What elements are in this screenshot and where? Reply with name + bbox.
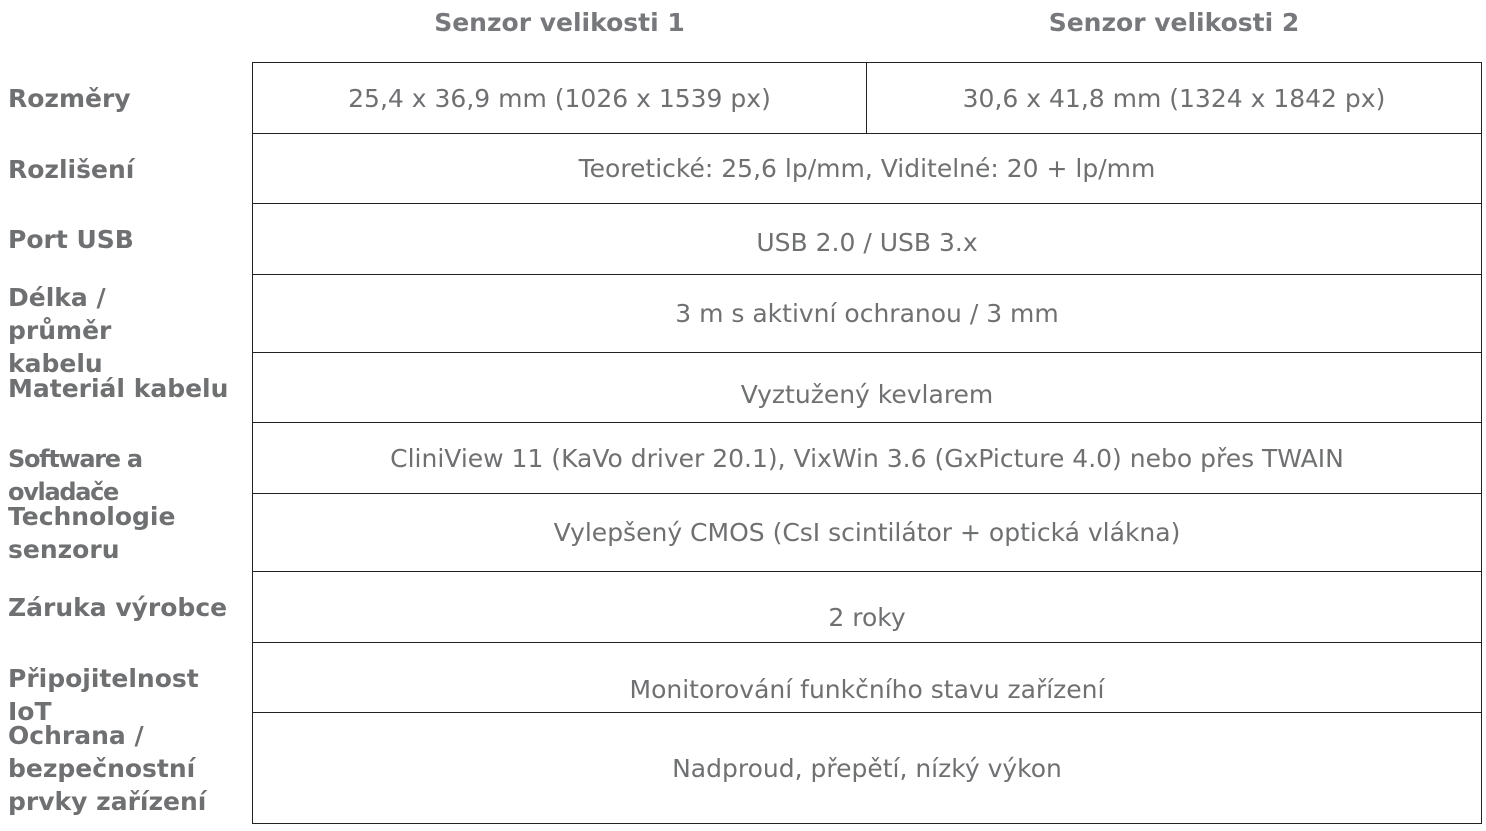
table-cell-dimensions-size-2: 30,6 x 41,8 mm (1324 x 1842 px) xyxy=(962,83,1386,113)
row-label-cable-length: Délka / průměr kabelu xyxy=(8,283,112,378)
table-row xyxy=(253,643,1481,713)
table-row xyxy=(253,353,1481,423)
table-cell-cable-material: Vyztužený kevlarem xyxy=(740,380,994,409)
table-row xyxy=(253,494,1481,572)
row-label-cable-material: Materiál kabelu xyxy=(8,374,229,403)
table-cell-usb-port: USB 2.0 / USB 3.x xyxy=(756,227,978,257)
row-label-dimensions: Rozměry xyxy=(8,84,131,113)
table-row xyxy=(253,275,1481,353)
table-cell-iot: Monitorování funkčního stavu zařízení xyxy=(629,675,1105,704)
table-cell-sensor-technology: Vylepšený CMOS (CsI scintilátor + optická vlákna) xyxy=(553,518,1181,547)
row-label-iot: Připojitelnost IoT xyxy=(8,664,199,726)
row-label-sensor-technology: Technologie senzoru xyxy=(8,502,176,564)
table-row xyxy=(253,713,1481,823)
table-cell-warranty: 2 roky xyxy=(828,602,906,632)
row-label-usb-port: Port USB xyxy=(8,225,134,254)
row-label-software: Software a ovladače xyxy=(8,445,142,506)
table-row xyxy=(253,423,1481,494)
table-cell-cable-length: 3 m s aktivní ochranou / 3 mm xyxy=(675,299,1059,328)
table-cell-software: CliniView 11 (KaVo driver 20.1), VixWin 3.6 (GxPicture 4.0) nebo přes TWAIN xyxy=(390,443,1344,473)
spec-table xyxy=(252,62,1482,824)
table-cell-dimensions-size-1: 25,4 x 36,9 mm (1026 x 1539 px) xyxy=(253,63,867,133)
row-label-protection: Ochrana / bezpečnostní prvky zařízení xyxy=(8,721,207,816)
table-cell-protection: Nadproud, přepětí, nízký výkon xyxy=(672,753,1062,783)
column-header-sensor-size-2: Senzor velikosti 2 xyxy=(1048,8,1300,37)
table-row xyxy=(253,572,1481,643)
row-label-resolution: Rozlišení xyxy=(8,155,135,184)
table-row xyxy=(253,63,1481,134)
table-cell-resolution: Teoretické: 25,6 lp/mm, Viditelné: 20 + lp/mm xyxy=(578,154,1156,183)
row-label-warranty: Záruka výrobce xyxy=(8,593,228,622)
column-header-sensor-size-1: Senzor velikosti 1 xyxy=(434,8,685,37)
table-row xyxy=(253,134,1481,204)
table-row xyxy=(253,204,1481,275)
